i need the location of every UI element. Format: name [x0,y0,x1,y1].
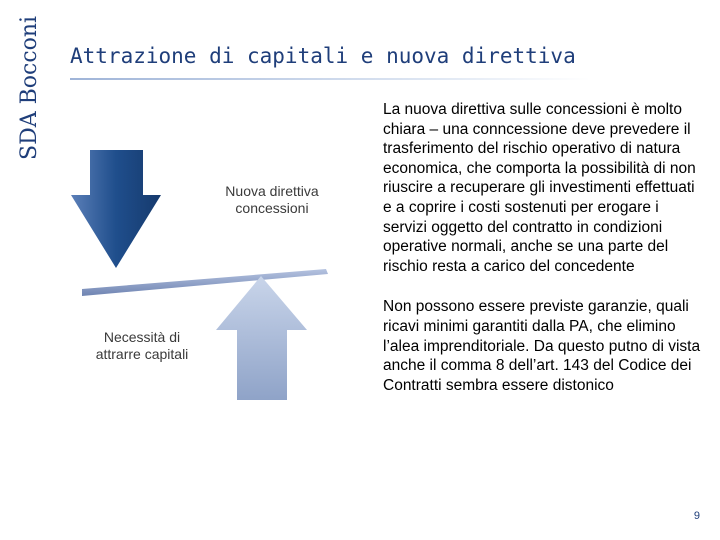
label-necessita-capitali: Necessità di attrarre capitali [95,329,189,362]
text-column [383,100,703,395]
up-arrow-icon [216,276,307,400]
sda-bocconi-logo [14,10,44,160]
label-nuova-direttiva: Nuova direttiva concessioni [225,183,319,216]
paragraph-1: La nuova direttiva sulle concessioni è molto chiara – una conncessione deve prevedere il trasferimento del rischio operativo di natura economica, che comporta la possibilità di non riuscire a recuperare gli investimenti effettuati e a coprire i costi sostenuti per erogare i servizi oggetto del contratto in condizioni operative normali, anche se una parte del rischio resta a carico del concedente [383,101,696,275]
paragraph-2: Non possono essere previste garanzie, quali ricavi minimi garantiti dalla PA, che elimino l’alea imprenditoriale. Da questo putno di vista anche il comma 8 dell’art. 143 del Codice dei Contratti sembra essere distonico [383,298,701,394]
page-number: 9 [693,510,700,522]
logo-text: SDA Bocconi [17,15,42,160]
down-arrow-icon [71,150,161,268]
title-underline [70,78,590,80]
balance-beam [82,269,328,296]
slide-title: Attrazione di capitali e nuova direttiva [70,44,576,68]
